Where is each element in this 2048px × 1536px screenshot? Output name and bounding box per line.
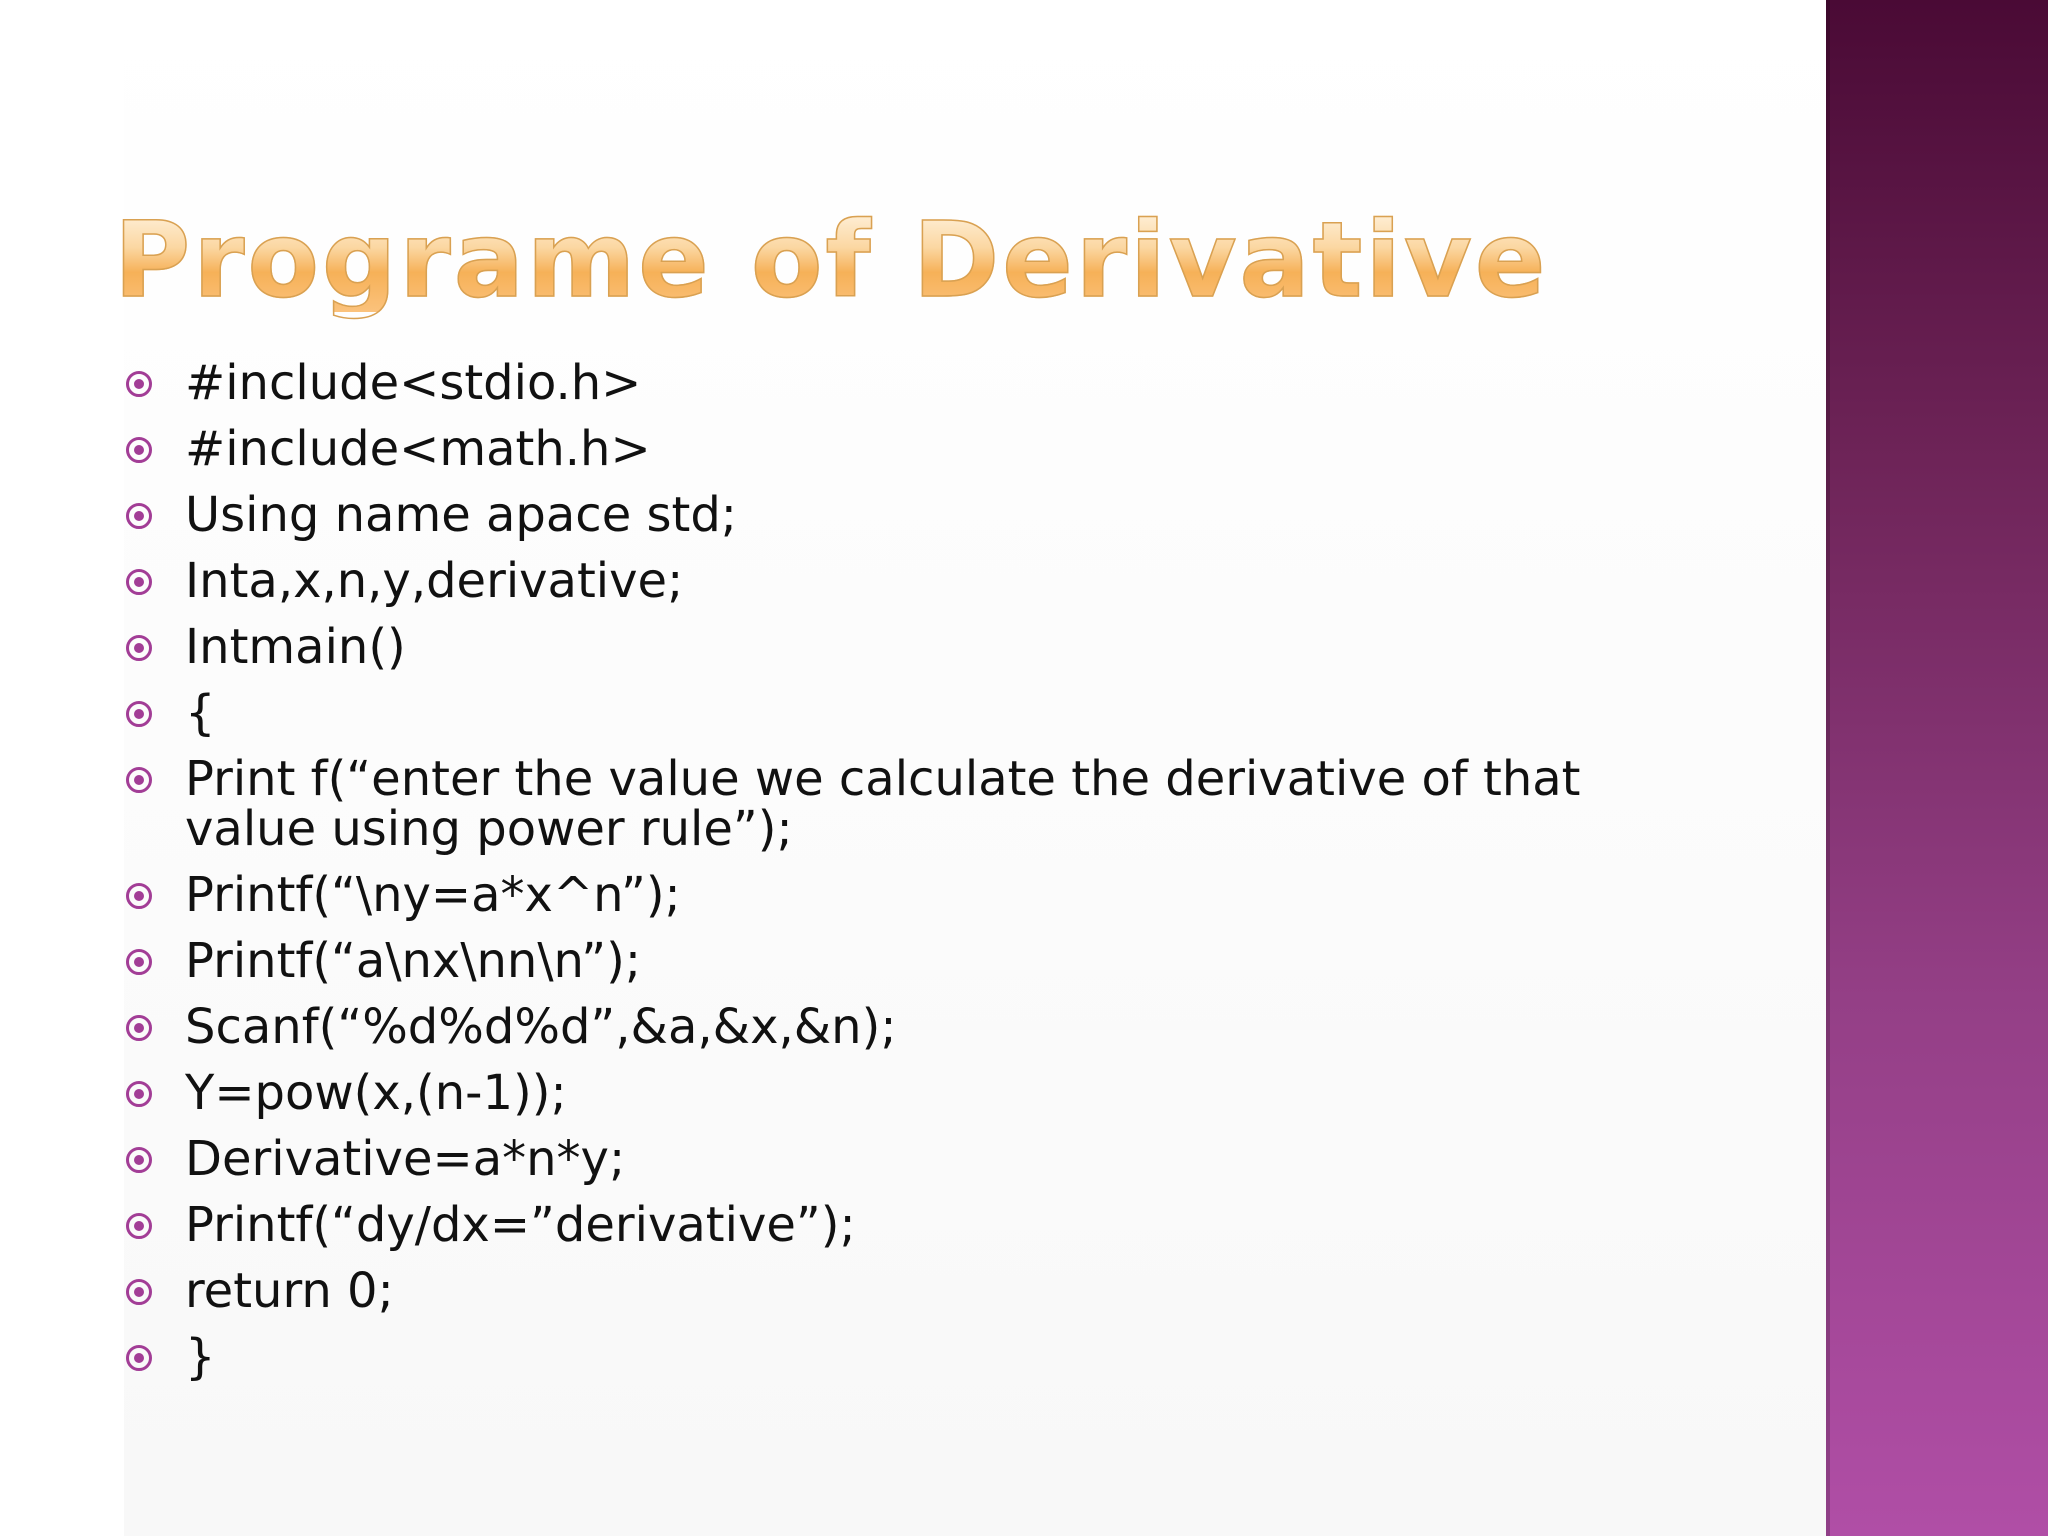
- circled-dot-bullet-icon: [126, 569, 152, 595]
- bullet-item-derivative: [120, 1131, 1720, 1187]
- bullet-item-printf-formula: [120, 867, 1720, 923]
- bullet-text: }: [185, 1329, 216, 1385]
- circled-dot-bullet-icon: [126, 1279, 152, 1305]
- bullet-item-include-stdio: [120, 355, 1720, 411]
- bullet-text: Y=pow(x,(n-1));: [185, 1065, 567, 1121]
- bullet-item-print-prompt: [120, 751, 1720, 857]
- bullet-item-declarations: [120, 553, 1720, 609]
- bullet-text: Print f(“enter the value we calculate the derivative of that value using power rule”);: [185, 751, 1596, 857]
- circled-dot-bullet-icon: [126, 635, 152, 661]
- circled-dot-bullet-icon: [126, 767, 152, 793]
- circled-dot-bullet-icon: [126, 437, 152, 463]
- bullet-item-open-brace: [120, 685, 1720, 741]
- bullet-item-include-math: [120, 421, 1720, 477]
- bullet-text: Printf(“a\nx\nn\n”);: [185, 933, 642, 989]
- circled-dot-bullet-icon: [126, 1015, 152, 1041]
- bullet-text: #include<math.h>: [185, 421, 651, 477]
- bullet-text: Using name apace std;: [185, 487, 737, 543]
- circled-dot-bullet-icon: [126, 503, 152, 529]
- side-band-edge: [1826, 0, 1830, 1536]
- circled-dot-bullet-icon: [126, 1213, 152, 1239]
- bullet-text: return 0;: [185, 1263, 394, 1319]
- circled-dot-bullet-icon: [126, 1345, 152, 1371]
- bullet-text: Derivative=a*n*y;: [185, 1131, 626, 1187]
- bullet-text: Scanf(“%d%d%d”,&a,&x,&n);: [185, 999, 897, 1055]
- bullet-text: Printf(“\ny=a*x^n”);: [185, 867, 681, 923]
- circled-dot-bullet-icon: [126, 1081, 152, 1107]
- circled-dot-bullet-icon: [126, 371, 152, 397]
- circled-dot-bullet-icon: [126, 883, 152, 909]
- bullet-text: #include<stdio.h>: [185, 355, 642, 411]
- decorative-side-band: [1826, 0, 2048, 1536]
- circled-dot-bullet-icon: [126, 949, 152, 975]
- slide-title: Programe of Derivative: [114, 199, 1549, 321]
- bullet-item-return: [120, 1263, 1720, 1319]
- bullet-item-main: [120, 619, 1720, 675]
- bullet-item-scanf: [120, 999, 1720, 1055]
- bullet-text: Printf(“dy/dx=”derivative”);: [185, 1197, 856, 1253]
- circled-dot-bullet-icon: [126, 1147, 152, 1173]
- code-bullet-list: [120, 355, 1720, 1398]
- bullet-item-pow: [120, 1065, 1720, 1121]
- bullet-item-namespace: [120, 487, 1720, 543]
- bullet-text: Intmain(): [185, 619, 406, 675]
- bullet-item-printf-variables: [120, 933, 1720, 989]
- circled-dot-bullet-icon: [126, 701, 152, 727]
- bullet-item-printf-result: [120, 1197, 1720, 1253]
- bullet-text: Inta,x,n,y,derivative;: [185, 553, 684, 609]
- bullet-item-close-brace: [120, 1329, 1720, 1385]
- bullet-text: {: [185, 685, 216, 741]
